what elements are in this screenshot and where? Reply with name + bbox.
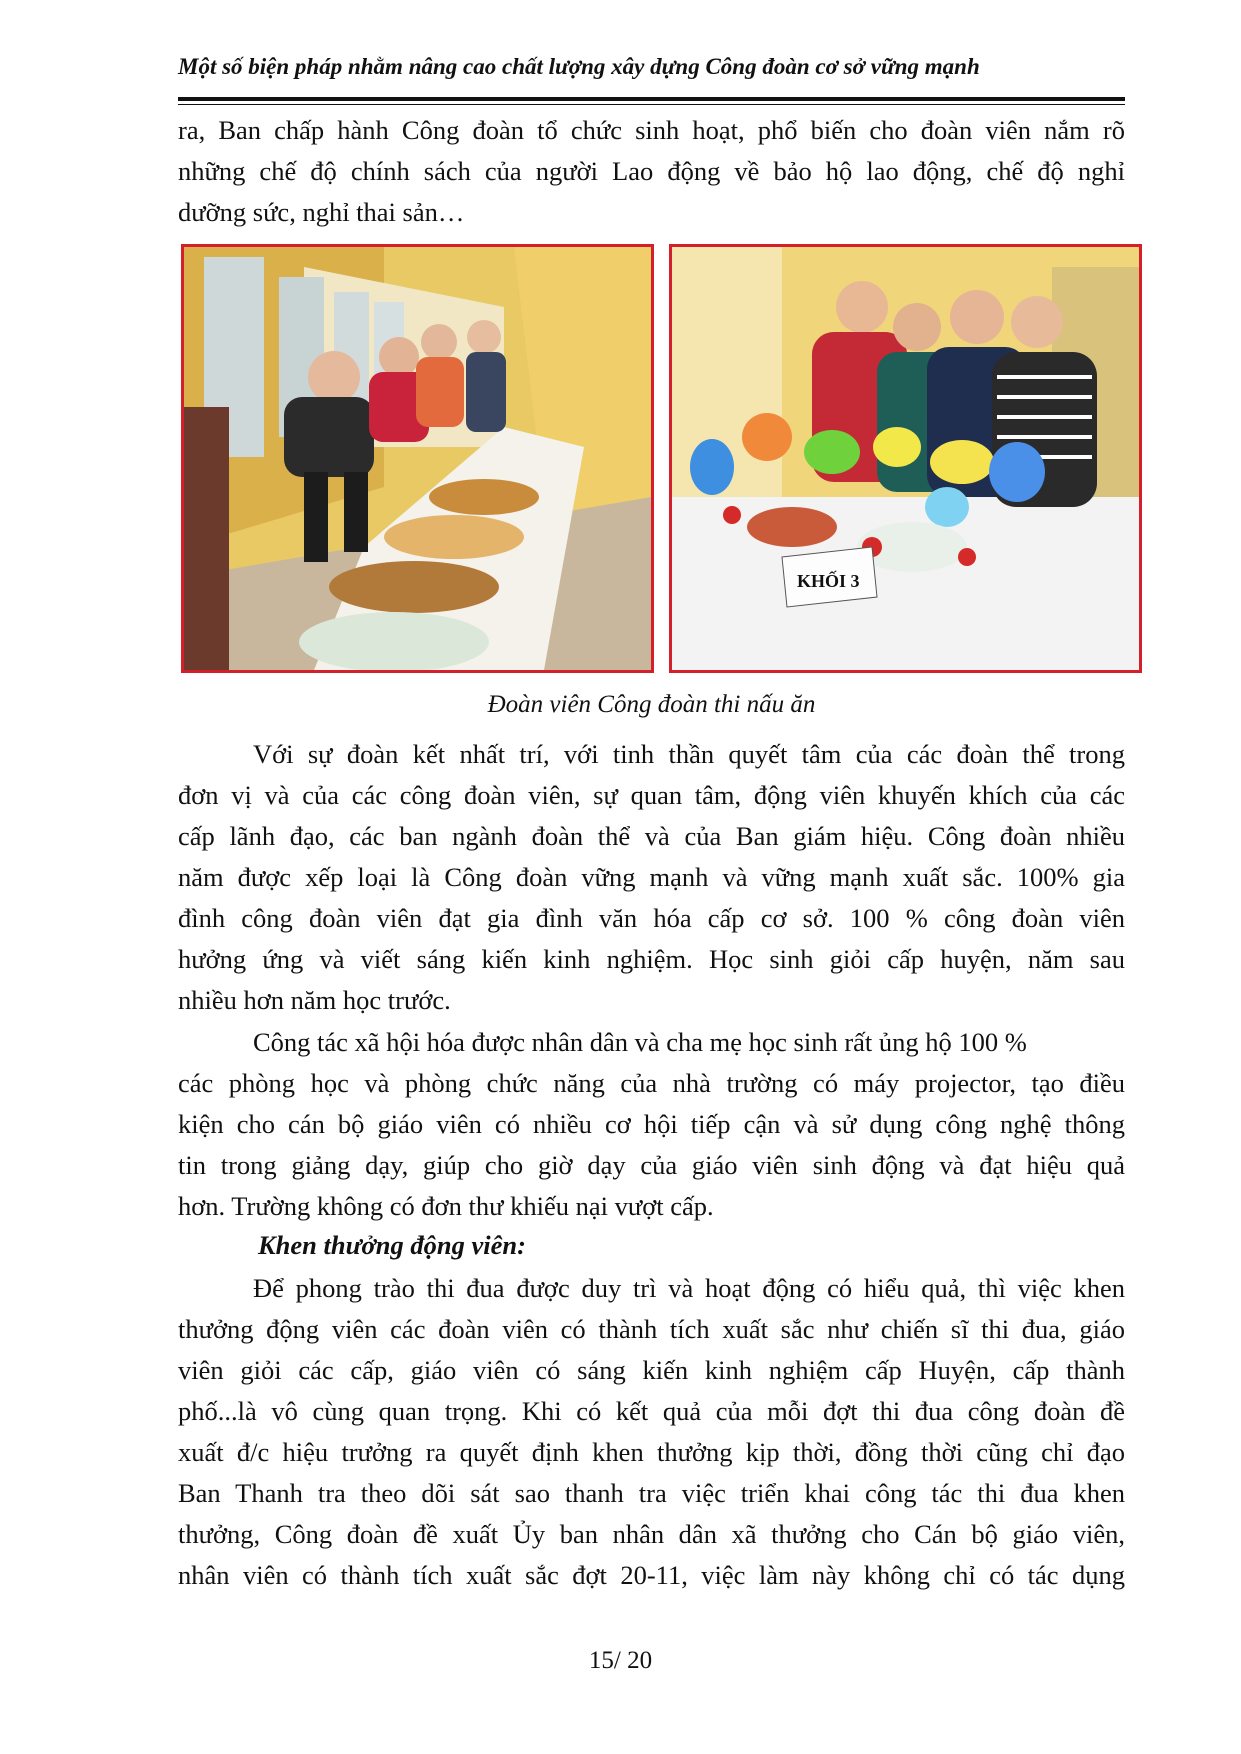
text-line: nhiều hơn năm học trước. xyxy=(178,985,451,1015)
text-line: nhân viên có thành tích xuất sắc đợt 20-11, việc làm này không chỉ có tác dụng xyxy=(178,1560,1125,1590)
text-line: dưỡng sức, nghỉ thai sản… xyxy=(178,197,465,227)
text-line: cấp lãnh đạo, các ban ngành đoàn thể và của Ban giám hiệu. Công đoàn nhiều xyxy=(178,821,1125,851)
header-rule xyxy=(178,97,1125,101)
text-line: kiện cho cán bộ giáo viên có nhiều cơ hội tiếp cận và sử dụng công nghệ thông xyxy=(178,1109,1125,1139)
text-line: Ban Thanh tra theo dõi sát sao thanh tra việc triển khai công tác thi đua khen xyxy=(178,1478,1125,1508)
text-line: tin trong giảng dạy, giúp cho giờ dạy của giáo viên sinh động và đạt hiệu quả xyxy=(178,1150,1125,1180)
photo-cooking-contest-corridor xyxy=(181,244,654,673)
intro-paragraph xyxy=(178,110,1125,233)
page-number: 15/ 20 xyxy=(588,1647,653,1674)
text-line: hơn. Trường không có đơn thư khiếu nại vượt cấp. xyxy=(178,1191,714,1221)
text-line: Để phong trào thi đua được duy trì và hoạt động có hiểu quả, thì việc khen xyxy=(253,1273,1125,1303)
photo-corridor-image xyxy=(184,247,651,670)
paragraph-rewards xyxy=(178,1268,1125,1596)
text-line: đình công đoàn viên đạt gia đình văn hóa cấp cơ sở. 100 % công đoàn viên xyxy=(178,903,1125,933)
text-line: Công tác xã hội hóa được nhân dân và cha mẹ học sinh rất ủng hộ 100 % xyxy=(253,1027,1027,1057)
photo-caption: Đoàn viên Công đoàn thi nấu ăn xyxy=(487,691,816,718)
photo-cooking-contest-group xyxy=(669,244,1142,673)
text-line: năm được xếp loại là Công đoàn vững mạnh và vững mạnh xuất sắc. 100% gia xyxy=(178,862,1125,892)
text-line: hưởng ứng và viết sáng kiến kinh nghiệm. Học sinh giỏi cấp huyện, năm sau xyxy=(178,944,1125,974)
text-line: xuất đ/c hiệu trưởng ra quyết định khen thưởng kịp thời, đồng thời cũng chỉ đạo xyxy=(178,1437,1125,1467)
text-line: đơn vị và của các công đoàn viên, sự quan tâm, động viên khuyến khích của các xyxy=(178,780,1125,810)
text-line: Với sự đoàn kết nhất trí, với tinh thần quyết tâm của các đoàn thể trong xyxy=(253,739,1125,769)
text-line: ra, Ban chấp hành Công đoàn tổ chức sinh hoạt, phổ biến cho đoàn viên nắm rõ xyxy=(178,115,1125,145)
text-line: những chế độ chính sách của người Lao động về bảo hộ lao động, chế độ nghỉ xyxy=(178,156,1125,186)
text-line: thưởng động viên các đoàn viên có thành tích xuất sắc như chiến sĩ thi đua, giáo xyxy=(178,1314,1125,1344)
sign-label: KHỐI 3 xyxy=(797,571,860,591)
photo-group-image xyxy=(672,247,1139,670)
text-line: phố...là vô cùng quan trọng. Khi có kết quả của mỗi đợt thi đua công đoàn đề xyxy=(178,1396,1125,1426)
document-header-title: Một số biện pháp nhằm nâng cao chất lượng xây dựng Công đoàn cơ sở vững mạnh xyxy=(178,54,980,79)
paragraph-union-achievements xyxy=(178,734,1125,1021)
paragraph-socialization xyxy=(178,1022,1125,1227)
text-line: thưởng, Công đoàn đề xuất Ủy ban nhân dân xã thưởng cho Cán bộ giáo viên, xyxy=(178,1519,1125,1549)
text-line: viên giỏi các cấp, giáo viên có sáng kiến kinh nghiệm cấp Huyện, cấp thành xyxy=(178,1355,1125,1385)
header-rule-thin xyxy=(178,104,1125,105)
section-subheading: Khen thưởng động viên: xyxy=(258,1230,526,1260)
text-line: các phòng học và phòng chức năng của nhà trường có máy projector, tạo điều xyxy=(178,1068,1125,1098)
